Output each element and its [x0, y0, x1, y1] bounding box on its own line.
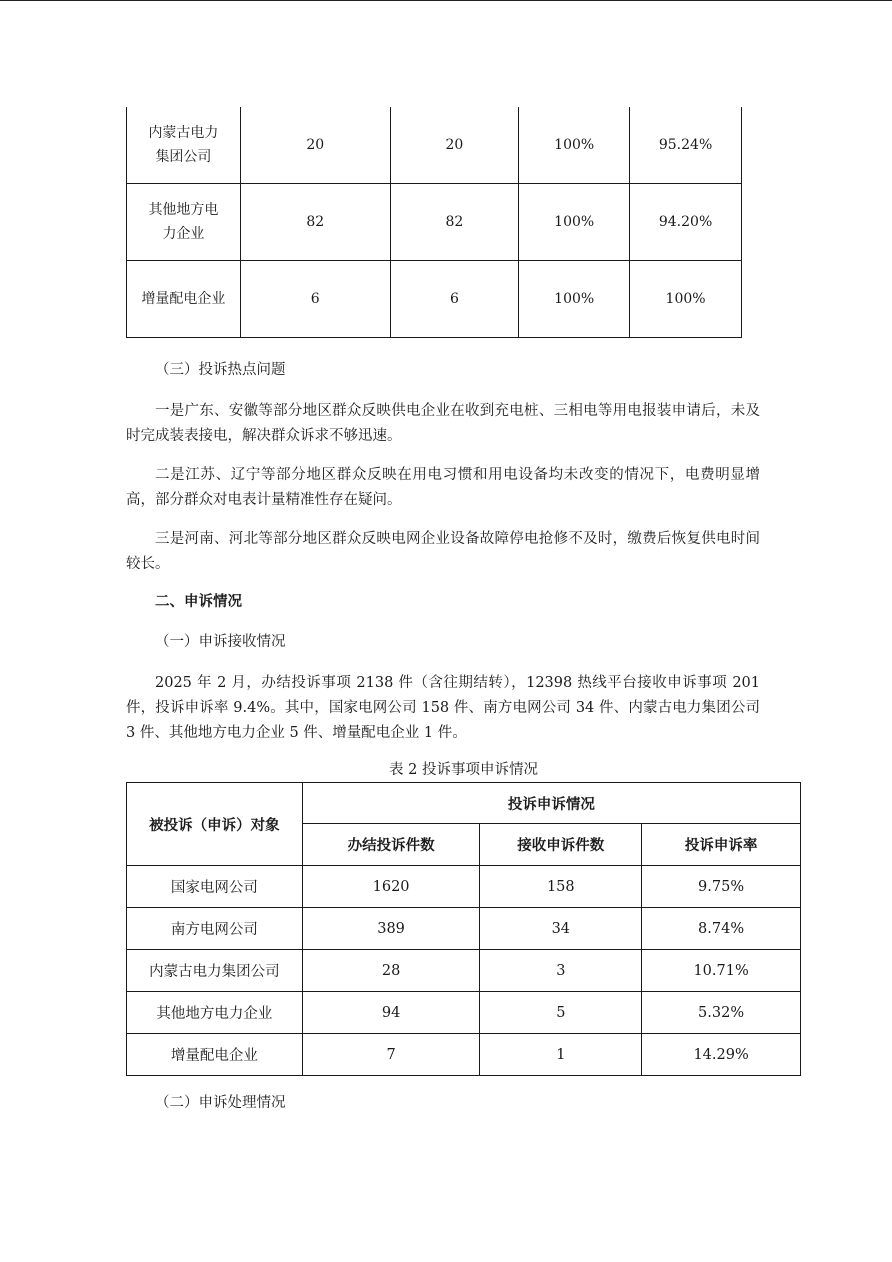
appeal-statistics-table — [126, 782, 801, 1076]
table-cell: 内蒙古电力集团公司 — [127, 950, 303, 992]
table-cell: 94.20% — [630, 184, 742, 261]
table-cell: 20 — [390, 107, 519, 184]
table-row — [127, 908, 801, 950]
subheading-appeal-handling: （二）申诉处理情况 — [155, 1095, 286, 1111]
paragraph-issue-2: 二是江苏、辽宁等部分地区群众反映在用电习惯和用电设备均未改变的情况下，电费明显增高，部分群众对电表计量精准性存在疑问。 — [126, 467, 760, 508]
table-cell: 34 — [480, 908, 642, 950]
table-cell: 100% — [519, 184, 630, 261]
table-cell: 82 — [240, 184, 390, 261]
table-cell: 14.29% — [642, 1034, 801, 1076]
table-cell: 100% — [519, 261, 630, 338]
table-cell: 389 — [302, 908, 480, 950]
table-cell: 5 — [480, 992, 642, 1034]
table-caption: 表 2 投诉事项申诉情况 — [389, 762, 538, 778]
table-cell: 1 — [480, 1034, 642, 1076]
subheading-appeal-receipt: （一）申诉接收情况 — [155, 634, 286, 650]
table-cell: 100% — [519, 107, 630, 184]
table-cell: 10.71% — [642, 950, 801, 992]
section-heading-hot-issues: （三）投诉热点问题 — [155, 362, 286, 378]
table-cell: 增量配电企业 — [127, 261, 241, 338]
table-row — [127, 950, 801, 992]
table-cell: 南方电网公司 — [127, 908, 303, 950]
table-cell: 内蒙古电力集团公司 — [127, 107, 241, 184]
table-cell: 其他地方电力企业 — [127, 992, 303, 1034]
header-group: 投诉申诉情况 — [302, 783, 800, 824]
table-row — [127, 261, 742, 338]
paragraph-issue-3: 三是河南、河北等部分地区群众反映电网企业设备故障停电抢修不及时，缴费后恢复供电时间较长。 — [126, 531, 760, 572]
table-cell: 增量配电企业 — [127, 1034, 303, 1076]
table-cell: 20 — [240, 107, 390, 184]
table-cell: 6 — [240, 261, 390, 338]
table-cell: 100% — [630, 261, 742, 338]
table-cell: 94 — [302, 992, 480, 1034]
table-cell: 3 — [480, 950, 642, 992]
header-completed-complaints: 办结投诉件数 — [302, 824, 480, 866]
page-top-border — [0, 0, 892, 1]
table-cell: 8.74% — [642, 908, 801, 950]
table-row — [127, 992, 801, 1034]
header-object: 被投诉（申诉）对象 — [127, 783, 303, 866]
table-row — [127, 107, 742, 184]
table-cell: 28 — [302, 950, 480, 992]
table-row — [127, 184, 742, 261]
table-cell: 6 — [390, 261, 519, 338]
table-row — [127, 1034, 801, 1076]
complaint-handling-table-continued — [126, 107, 742, 338]
table-cell: 国家电网公司 — [127, 866, 303, 908]
table-cell: 其他地方电力企业 — [127, 184, 241, 261]
table-cell: 95.24% — [630, 107, 742, 184]
section-heading-appeals: 二、申诉情况 — [155, 594, 242, 610]
paragraph-appeal-receipt: 2025 年 2 月，办结投诉事项 2138 件（含往期结转），12398 热线平台接收申诉事项 201 件，投诉申诉率 9.4%。其中，国家电网公司 158 件、南方电网公司 34 件、内蒙古电力集团公司 3 件、其他地方电力企业 5 件、增量配电企业 1 件。 — [126, 675, 760, 741]
table-cell: 7 — [302, 1034, 480, 1076]
table-header-row — [127, 783, 801, 824]
header-appeal-rate: 投诉申诉率 — [642, 824, 801, 866]
table-cell: 9.75% — [642, 866, 801, 908]
table-cell: 5.32% — [642, 992, 801, 1034]
header-received-appeals: 接收申诉件数 — [480, 824, 642, 866]
table-cell: 158 — [480, 866, 642, 908]
paragraph-issue-1: 一是广东、安徽等部分地区群众反映供电企业在收到充电桩、三相电等用电报装申请后，未及时完成装表接电，解决群众诉求不够迅速。 — [126, 403, 760, 444]
table-cell: 82 — [390, 184, 519, 261]
table-cell: 1620 — [302, 866, 480, 908]
table-row — [127, 866, 801, 908]
